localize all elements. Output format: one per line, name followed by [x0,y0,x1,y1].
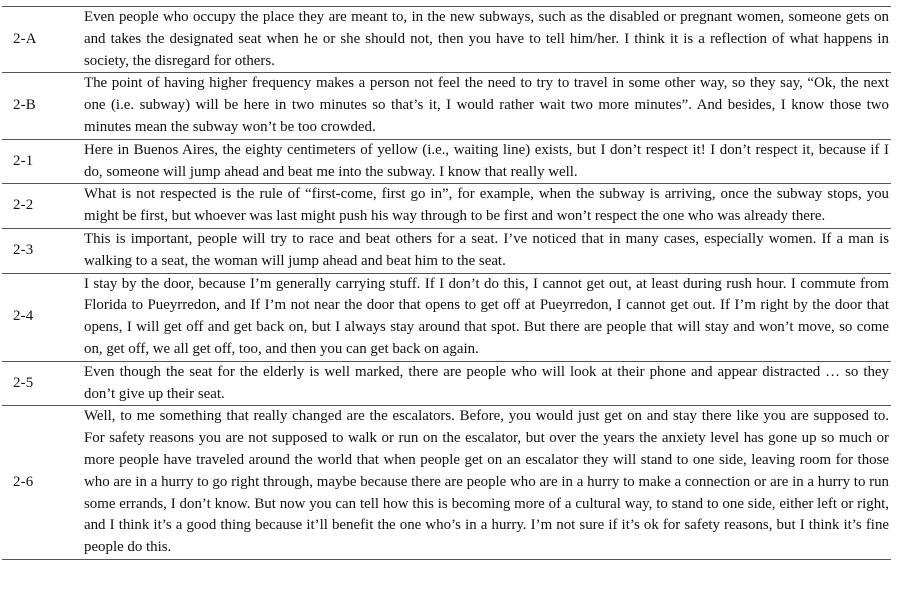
table-row [2,73,891,139]
row-quote: The point of having higher frequency makes a person not feel the need to try to travel in some other way, so they say, “Ok, the next one (i.e. subway) will be here in two minutes so that’s it, I would rather wait two more minutes”. And besides, I know those two minutes mean the subway won’t be too crowded. [84,75,889,135]
row-quote: Even people who occupy the place they are meant to, in the new subways, such as the disabled or pregnant women, someone gets on and takes the designated seat when he or she should not, then you have to tell him/her. I think it is a reflection of what happens in society, the disregard for others. [84,9,889,69]
quotes-table [2,6,891,560]
table-row [2,273,891,361]
row-code: 2-2 [13,197,34,214]
row-code: 2-B [13,97,36,114]
row-quote: This is important, people will try to race and beat others for a seat. I’ve noticed that in many cases, especially women. If a man is walking to a seat, the woman will jump ahead and beat him to the seat. [84,230,889,269]
row-quote: Well, to me something that really changed are the escalators. Before, you would just get on and stay there like you are supposed to. For safety reasons you are not supposed to walk or run on the escalator, but over the years the anxiety level has gone up so much or more people have traveled around the world that when people get on an escalator they will stand to one side, leaving room for those who are in a hurry to go right through, maybe because there are people who are in a hurry to make a connection or are in a hurry to run some errands, I don’t know. But now you can tell how this is becoming more of a cultural way, to stand to one side, either left or right, and I think it’s a good thing because it’ll benefit the one who’s in a hurry. I’m not sure if it’s ok for safety reasons, but I think it’s fine people do this. [84,408,889,556]
row-quote: I stay by the door, because I’m generally carrying stuff. If I don’t do this, I cannot get out, at least during rush hour. I commute from Florida to Pueyrredon, and If I’m not near the door that opens to get off at Pueyrredon, I cannot get out. If I’m right by the door that opens, I will get off and get back on, but I always stay around that spot. But there are people that will stay and won’t move, so come on, get off, we all get off, too, and then you can get back on again. [84,275,889,357]
row-code: 2-6 [13,473,34,490]
quotes-table-body [2,7,891,560]
row-code: 2-4 [13,308,34,325]
row-quote: Even though the seat for the elderly is well marked, there are people who will look at their phone and appear distracted … so they don’t give up their seat. [84,363,889,402]
row-quote: Here in Buenos Aires, the eighty centimeters of yellow (i.e., waiting line) exists, but I don’t respect it! I don’t respect it, because if I do, someone will jump ahead and beat me into the subway. I know that really well. [84,141,889,180]
table-row [2,228,891,273]
table-row [2,361,891,406]
row-quote: What is not respected is the rule of “first-come, first go in”, for example, when the subway is arriving, once the subway stops, you might be first, but whoever was last might push his way through to be first and won’t respect the one who was already there. [84,186,889,225]
table-row [2,406,891,560]
table-row [2,139,891,184]
row-code: 2-A [13,30,37,47]
row-code: 2-1 [13,152,34,169]
row-code: 2-5 [13,374,34,391]
row-code: 2-3 [13,241,34,258]
table-row [2,184,891,229]
table-row [2,7,891,73]
